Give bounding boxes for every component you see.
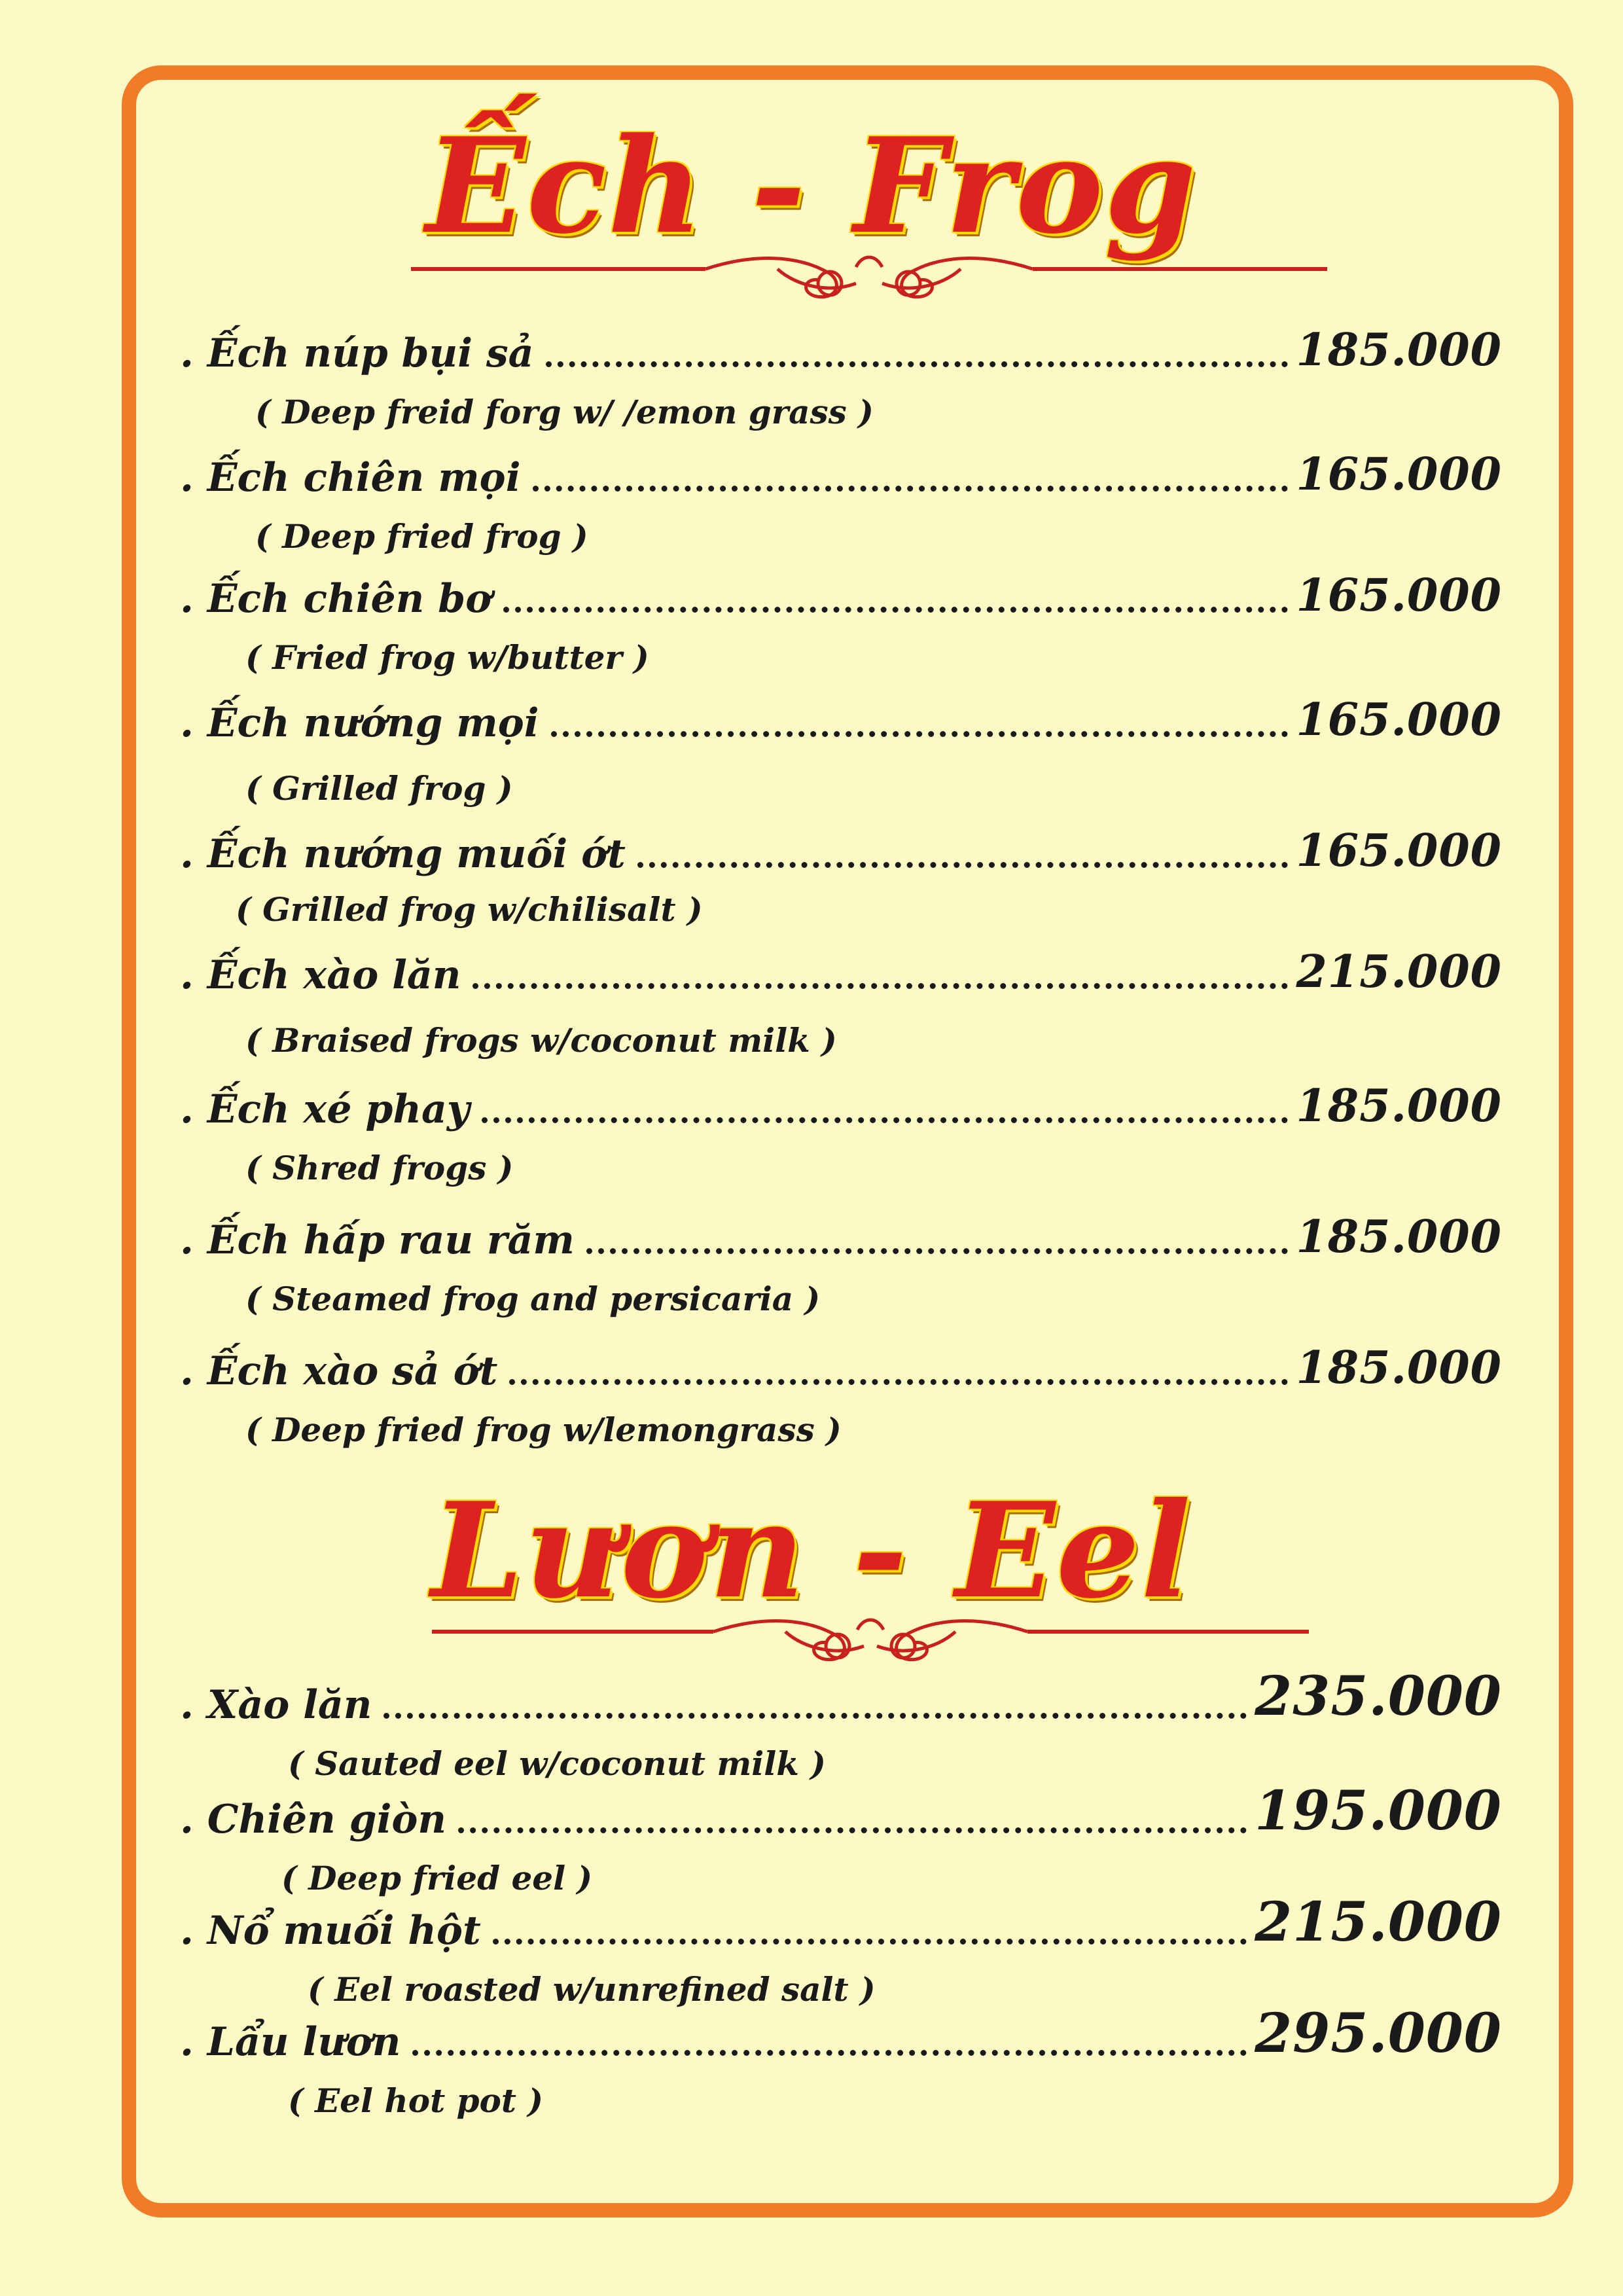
- menu-item-row: [180, 933, 1502, 998]
- dot-leader: [473, 983, 1288, 989]
- dot-leader: [586, 1248, 1289, 1254]
- item-description: ( Sauted eel w/coconut milk ): [288, 1744, 826, 1783]
- item-name: . Ếch xào lăn: [180, 952, 461, 998]
- item-name: . Ếch nướng muối ớt: [180, 831, 626, 877]
- dot-leader: [546, 361, 1289, 367]
- dot-leader: [533, 486, 1289, 492]
- item-price: 165.000: [1296, 448, 1502, 501]
- item-description: ( Fried frog w/butter ): [245, 638, 649, 677]
- item-name: . Ếch hấp rau răm: [180, 1217, 575, 1263]
- item-price: 185.000: [1296, 1342, 1502, 1394]
- item-name: . Chiên giòn: [180, 1797, 447, 1842]
- item-description: ( Deep fried frog w/lemongrass ): [245, 1410, 842, 1449]
- item-price: 185.000: [1296, 324, 1502, 376]
- menu-item-row: [180, 1067, 1502, 1132]
- item-name: . Ếch chiên bơ: [180, 576, 492, 622]
- item-name: . Ếch xào sả ớt: [180, 1348, 498, 1394]
- item-name: . Nổ muối hột: [180, 1908, 481, 1954]
- menu-item-row: [180, 2000, 1502, 2065]
- item-description: ( Eel roasted w/unrefined salt ): [308, 1970, 876, 2009]
- item-price: 215.000: [1296, 946, 1502, 998]
- item-price: 235.000: [1255, 1665, 1502, 1728]
- dot-leader: [482, 1117, 1289, 1123]
- menu-item-row: [180, 311, 1502, 376]
- item-price: 295.000: [1255, 2002, 1502, 2065]
- item-description: ( Deep freid forg w/ /emon grass ): [255, 393, 874, 431]
- dot-leader: [412, 2050, 1247, 2056]
- item-name: . Ếch núp bụi sả: [180, 331, 534, 376]
- item-description: ( Deep fried frog ): [255, 517, 588, 556]
- item-description: ( Shred frogs ): [245, 1149, 514, 1187]
- scroll-ornament-icon: [411, 247, 1327, 306]
- menu-item-row: [180, 435, 1502, 501]
- menu-item-row: [180, 556, 1502, 622]
- item-price: 185.000: [1296, 1211, 1502, 1263]
- menu-item-row: [180, 812, 1502, 877]
- item-name: . Lẩu lươn: [180, 2019, 401, 2065]
- dot-leader: [509, 1379, 1288, 1385]
- item-description: ( Deep fried eel ): [281, 1859, 593, 1897]
- dot-leader: [503, 607, 1288, 613]
- dot-leader: [551, 731, 1289, 737]
- item-description: ( Grilled frog w/chilisalt ): [236, 890, 703, 929]
- menu-item-row: [180, 1198, 1502, 1263]
- menu-item-row: [180, 1662, 1502, 1728]
- item-price: 215.000: [1255, 1891, 1502, 1954]
- item-name: . Xào lăn: [180, 1682, 372, 1728]
- item-price: 185.000: [1296, 1080, 1502, 1132]
- item-price: 195.000: [1255, 1780, 1502, 1842]
- section-title-frog: Ếch - Frog: [425, 109, 1198, 263]
- menu-item-row: [180, 1888, 1502, 1954]
- item-description: ( Grilled frog ): [245, 769, 513, 808]
- item-name: . Ếch chiên mọi: [180, 455, 521, 501]
- item-price: 165.000: [1296, 694, 1502, 746]
- item-name: . Ếch nướng mọi: [180, 700, 539, 746]
- scroll-ornament-icon: [432, 1610, 1309, 1669]
- item-name: . Ếch xé phay: [180, 1086, 470, 1132]
- menu-item-row: [180, 1329, 1502, 1394]
- menu-item-row: [180, 681, 1502, 746]
- dot-leader: [458, 1827, 1247, 1833]
- item-price: 165.000: [1296, 569, 1502, 622]
- section-title-eel: Lươn - Eel: [431, 1474, 1192, 1628]
- item-price: 165.000: [1296, 825, 1502, 877]
- item-description: ( Eel hot pot ): [288, 2081, 544, 2120]
- dot-leader: [493, 1939, 1247, 1945]
- dot-leader: [637, 862, 1289, 868]
- menu-item-row: [180, 1777, 1502, 1842]
- item-description: ( Steamed frog and persicaria ): [245, 1280, 821, 1318]
- item-description: ( Braised frogs w/coconut milk ): [245, 1021, 837, 1060]
- dot-leader: [383, 1713, 1247, 1719]
